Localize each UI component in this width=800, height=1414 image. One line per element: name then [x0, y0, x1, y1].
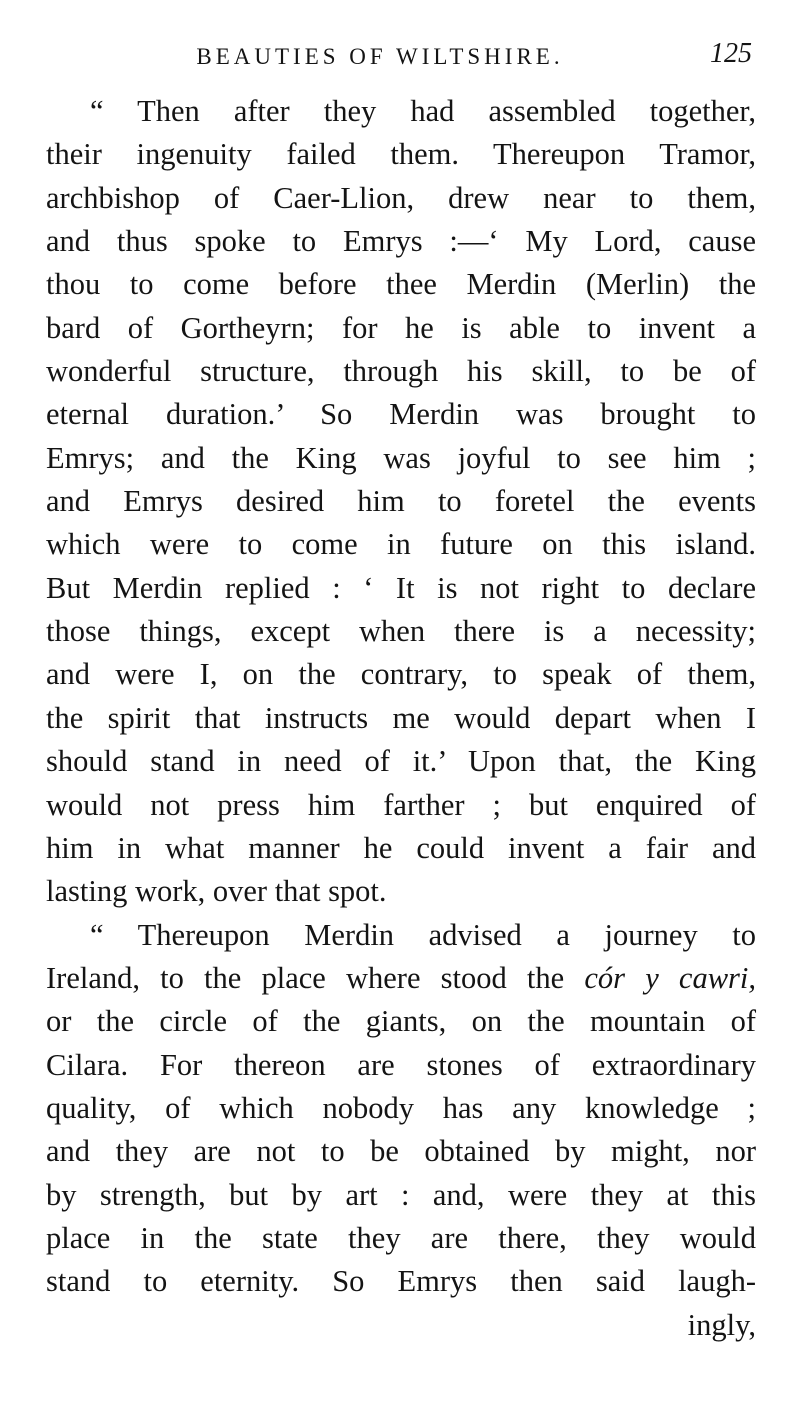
text-line: or the circle of the giants, on the mountain of: [46, 1004, 756, 1039]
text-line: would not press him farther ; but enquired of: [46, 787, 756, 822]
text-line: “ Thereupon Merdin advised a journey to: [90, 917, 756, 952]
text-line: But Merdin replied : ‘ It is not right to declare: [46, 570, 756, 605]
text-line: their ingenuity failed them. Thereupon Tramor,: [46, 137, 756, 172]
body-text: [46, 90, 756, 1347]
catchword: ingly,: [687, 1307, 756, 1342]
text-span: Ireland, to the place where stood the: [46, 960, 585, 995]
text-line: by strength, but by art : and, were they at this: [46, 1177, 756, 1212]
text-line: him in what manner he could invent a fair and: [46, 830, 756, 865]
text-line: those things, except when there is a necessity;: [46, 614, 756, 649]
text-line: archbishop of Caer-Llion, drew near to them,: [46, 180, 756, 215]
italic-phrase: cór y cawri,: [584, 960, 757, 995]
text-line: eternal duration.’ So Merdin was brought to: [46, 397, 756, 432]
text-line: place in the state they are there, they would: [46, 1220, 756, 1255]
running-title: BEAUTIES OF WILTSHIRE.: [196, 44, 564, 69]
text-line: should stand in need of it.’ Upon that, the King: [46, 744, 756, 779]
text-line: “ Then after they had assembled together,: [90, 94, 756, 128]
text-line: the spirit that instructs me would depart when I: [46, 700, 756, 735]
page-number: 125: [710, 38, 752, 69]
text-line: Emrys; and the King was joyful to see him ;: [46, 440, 756, 475]
text-line: bard of Gortheyrn; for he is able to invent a: [46, 310, 756, 345]
text-line: [46, 957, 756, 1000]
text-line: wonderful structure, through his skill, to be of: [46, 354, 756, 389]
text-line: Cilara. For thereon are stones of extraordinary: [46, 1047, 756, 1082]
text-line: quality, of which nobody has any knowledge ;: [46, 1090, 756, 1125]
text-line: and Emrys desired him to foretel the events: [46, 484, 756, 519]
text-line: thou to come before thee Merdin (Merlin) the: [46, 267, 756, 302]
text-line: which were to come in future on this island.: [46, 527, 756, 562]
text-line: and thus spoke to Emrys :—‘ My Lord, cause: [46, 224, 756, 259]
text-line: and they are not to be obtained by might, nor: [46, 1134, 756, 1169]
text-line: lasting work, over that spot.: [46, 874, 387, 909]
running-head: [0, 38, 800, 82]
text-line: and were I, on the contrary, to speak of them,: [46, 657, 756, 692]
text-line: stand to eternity. So Emrys then said laugh-: [46, 1264, 756, 1299]
